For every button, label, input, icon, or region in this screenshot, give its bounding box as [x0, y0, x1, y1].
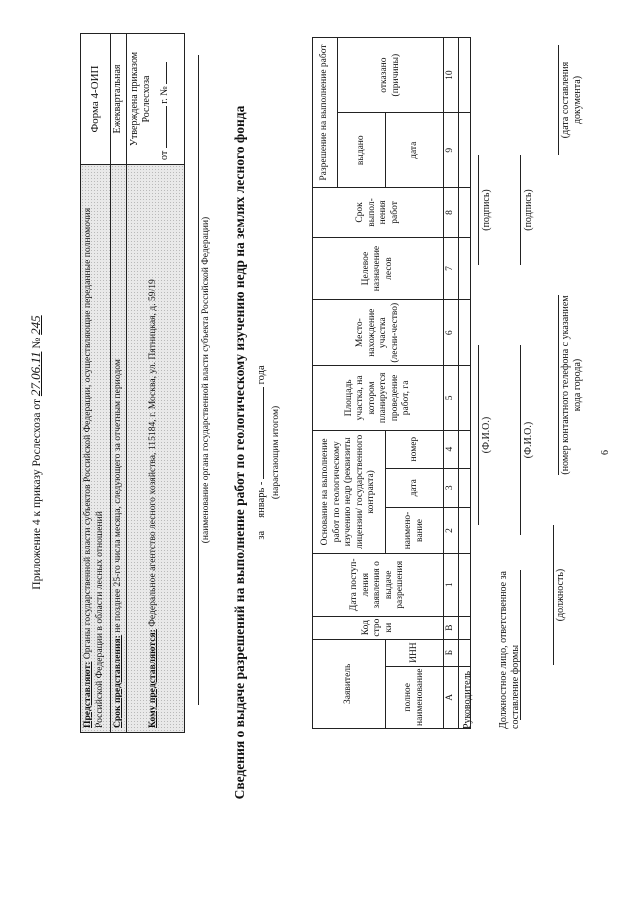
period-month: январь - — [256, 481, 267, 518]
appendix-number-sign: № — [31, 337, 43, 349]
period-line — [256, 0, 267, 905]
approval-from: от — [159, 150, 170, 160]
phone-caption: (номер контактного телефона с указанием кода города) — [560, 295, 583, 475]
index-row — [444, 38, 459, 729]
th-purpose: Целевое назначение лесов — [313, 237, 444, 300]
recipient-text: Федеральное агентство лесного хозяйства, 115184, г. Москва, ул. Пятницкая, д. 59/19 — [147, 279, 158, 627]
head-label: Руководитель — [462, 670, 473, 729]
organ-name-line — [198, 55, 199, 705]
form-periodicity — [111, 34, 127, 165]
periodicity-text: Ежеквартальная — [112, 64, 123, 134]
table-cell — [458, 188, 470, 238]
form-code-text: Форма 4-ОИП — [89, 65, 101, 133]
th-basis-name: наимено-вание — [386, 508, 444, 554]
form-header-box — [80, 33, 185, 733]
th-basis-date: дата — [386, 468, 444, 508]
table-row — [458, 38, 470, 729]
period-year-word: года — [256, 365, 267, 385]
idx-cell: 2 — [444, 508, 459, 554]
table-cell — [458, 468, 470, 508]
recipient-label: Кому представляются: — [147, 629, 158, 728]
idx-cell: 8 — [444, 188, 459, 238]
idx-cell: 5 — [444, 366, 459, 431]
header-row-deadline — [111, 165, 127, 732]
submitters-label: Представляют: — [82, 661, 93, 728]
official-signature-caption: (подпись) — [523, 189, 534, 231]
idx-cell: В — [444, 616, 459, 639]
th-inn: ИНН — [386, 639, 444, 666]
th-issued-date: дата — [386, 113, 444, 188]
submitters-text: Органы государственной власти субъектов Российской Федерации, осуществляющие переданные полномочия Российской Федерации в области лесных отношений — [82, 207, 105, 728]
table-cell — [458, 508, 470, 554]
head-signature-caption: (подпись) — [481, 189, 492, 231]
th-permit: Разрешение на выполнение работ — [313, 38, 338, 188]
table-cell — [458, 553, 470, 616]
th-refused: отказано (причины) — [338, 38, 444, 113]
table-cell — [458, 38, 470, 113]
official-position-line — [520, 570, 521, 720]
head-fio-line — [478, 345, 479, 525]
head-signature-line — [478, 155, 479, 265]
appendix-line — [28, 0, 44, 905]
approval-text: Утверждена приказом Рослесхоза — [129, 51, 152, 147]
table-cell — [458, 639, 470, 666]
th-area: Площадь участка, на котором планируется проведение работ, га — [313, 366, 444, 431]
th-basis-number: номер — [386, 430, 444, 468]
official-fio-caption: (Ф.И.О.) — [523, 421, 534, 459]
appendix-text: Приложение 4 к приказу Рослесхоза от — [31, 398, 43, 590]
th-basis: Основание на выполнение работ по геологическому изучению недр (реквизиты лицензии/ государственного контракта) — [313, 430, 386, 553]
table-cell — [458, 237, 470, 300]
table-cell — [458, 430, 470, 468]
th-code: Код стро ки — [313, 616, 444, 639]
th-location: Место-нахождение участка (лесни-чество) — [313, 300, 444, 366]
table-cell — [458, 300, 470, 366]
official-fio-line — [520, 345, 521, 535]
approval-year-no: г. № — [159, 86, 170, 104]
idx-cell: Б — [444, 639, 459, 666]
official-label: Должностное лицо, ответственное за составление формы — [498, 571, 521, 729]
idx-cell: 10 — [444, 38, 459, 113]
th-term: Срок выпол-нения работ — [313, 188, 444, 238]
deadline-label: Срок представления: — [112, 635, 123, 728]
table-cell — [458, 366, 470, 431]
table-cell — [458, 113, 470, 188]
th-applicant: Заявитель — [313, 639, 386, 728]
th-full-name: полное наименование — [386, 666, 444, 728]
header-row-recipient — [127, 165, 184, 732]
table-cell — [458, 616, 470, 639]
page-number: 6 — [600, 450, 611, 455]
idx-cell: 7 — [444, 237, 459, 300]
position-caption: (должность) — [555, 568, 566, 622]
position-line — [553, 525, 554, 665]
deadline-text: не позднее 25-го числа месяца, следующего за отчетным периодом — [112, 359, 123, 633]
header-row-submitters — [81, 165, 111, 732]
report-title: Сведения о выдаче разрешений на выполнение работ по геологическому изучению недр на землях лесного фонда — [232, 105, 247, 800]
approval-date-line — [159, 34, 170, 164]
doc-date-caption: (дата составления документа) — [560, 61, 583, 139]
phone-line — [558, 295, 559, 475]
head-fio-caption: (Ф.И.О.) — [481, 416, 492, 454]
period-prefix: за — [256, 530, 267, 540]
form-approval — [127, 34, 184, 165]
organ-name-caption: (наименование органа государственной власти субъекта Российской Федерации) — [201, 216, 211, 544]
doc-date-line — [558, 45, 559, 155]
idx-cell: А — [444, 666, 459, 728]
form-code — [81, 34, 111, 165]
th-issued: выдано — [338, 113, 386, 188]
appendix-date: 27.06.11 — [28, 351, 43, 397]
th-receipt-date: Дата поступ-ления заявления о выдаче разрешения — [313, 553, 444, 616]
idx-cell: 9 — [444, 113, 459, 188]
idx-cell: 6 — [444, 300, 459, 366]
idx-cell: 3 — [444, 468, 459, 508]
appendix-number: 245 — [28, 315, 43, 335]
period-caption: (нарастающим итогом) — [271, 405, 281, 500]
official-signature-line — [520, 155, 521, 265]
data-table — [312, 37, 471, 729]
idx-cell: 4 — [444, 430, 459, 468]
idx-cell: 1 — [444, 553, 459, 616]
